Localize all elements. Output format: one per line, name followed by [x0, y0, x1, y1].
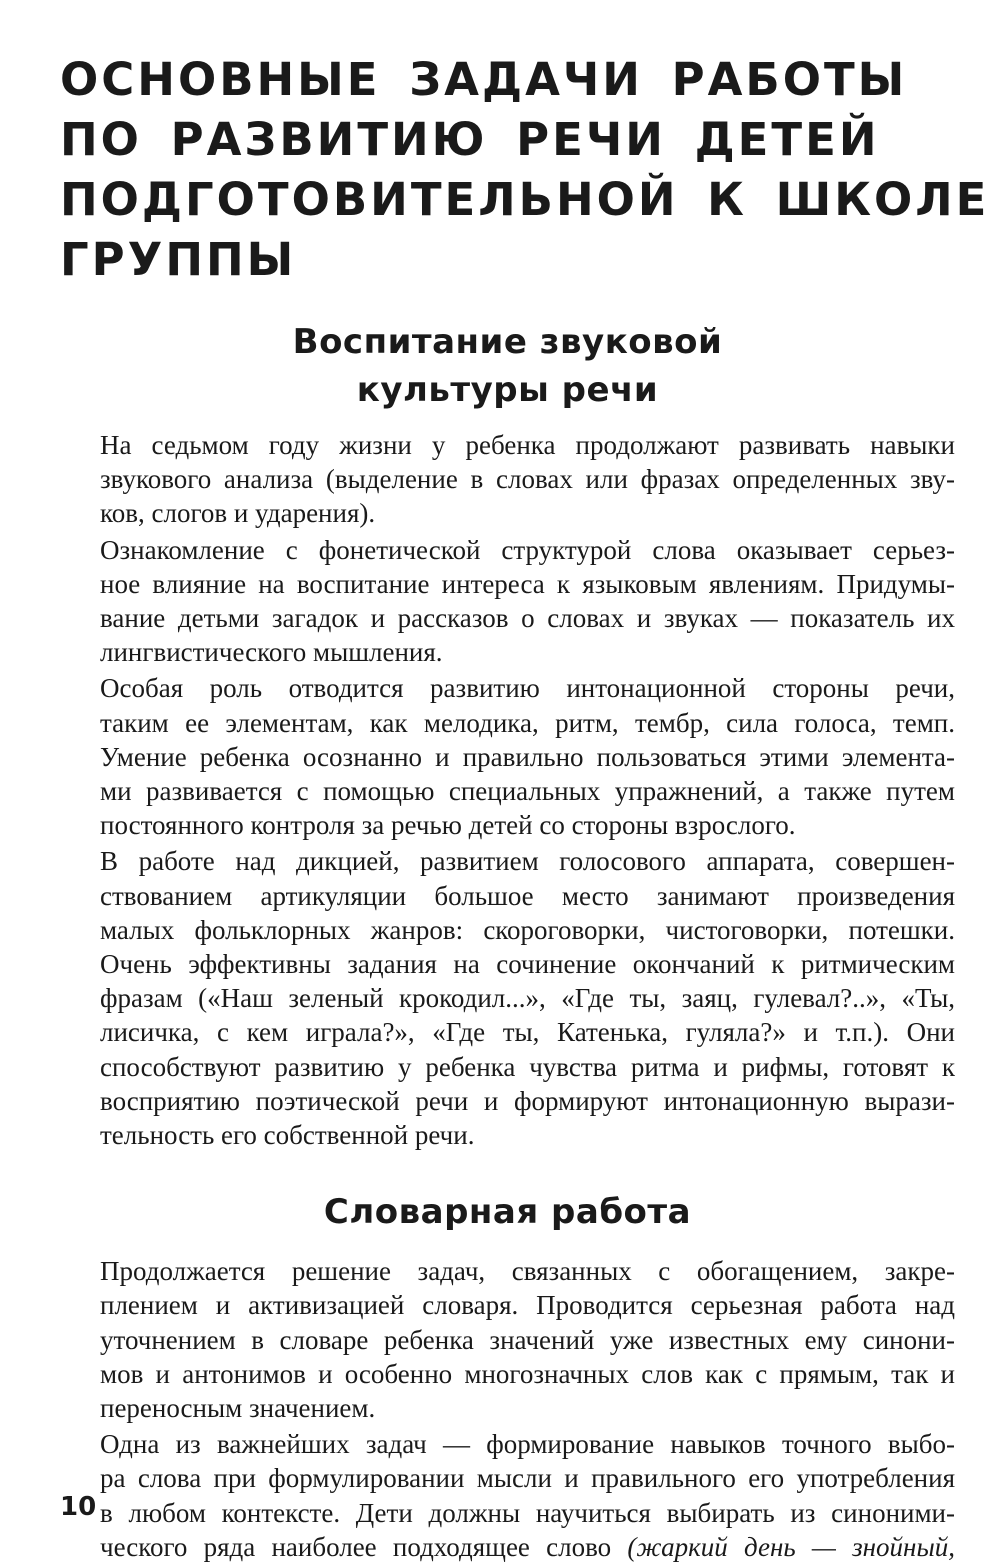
- text-line: Очень эффективны задания на сочинение окончаний к ритмическим: [100, 949, 955, 980]
- section-heading-line: культуры речи: [356, 370, 659, 410]
- text-line: Одна из важнейших задач — формирование навыков точного выбо-: [100, 1429, 955, 1460]
- text-line: мов и антонимов и особенно многозначных слов как с прямым, так и: [100, 1358, 955, 1389]
- paragraph: [60, 533, 955, 670]
- section-heading-vocabulary: [60, 1188, 955, 1236]
- text-line: переносным значением.: [100, 1393, 376, 1424]
- text-line: Продолжается решение задач, связанных с обогащением, закре-: [100, 1256, 955, 1287]
- text-line: уточнением в словаре ребенка значений уже известных ему синони-: [100, 1324, 955, 1355]
- text-line: тельность его собственной речи.: [100, 1120, 475, 1151]
- text-line: ми развивается с помощью специальных упражнений, а также путем: [100, 776, 955, 807]
- text-fragment: ческого ряда наиболее подходящее слово: [100, 1531, 628, 1562]
- chapter-title-line: ПО РАЗВИТИЮ РЕЧИ ДЕТЕЙ: [60, 113, 880, 166]
- section-heading-line: Словарная работа: [323, 1192, 692, 1233]
- paragraph: [60, 671, 955, 842]
- text-line: плением и активизацией словаря. Проводится серьезная работа над: [100, 1290, 955, 1321]
- chapter-title-line: ГРУППЫ: [60, 233, 297, 286]
- paragraph: [60, 428, 955, 531]
- chapter-title-line: ПОДГОТОВИТЕЛЬНОЙ К ШКОЛЕ: [60, 173, 990, 226]
- section-heading-line: Воспитание звуковой: [292, 322, 723, 362]
- text-line: ков, слогов и ударения).: [100, 498, 376, 529]
- text-line: звукового анализа (выделение в словах или фразах определенных зву-: [100, 464, 955, 495]
- chapter-title-line: ОСНОВНЫЕ ЗАДАЧИ РАБОТЫ: [60, 53, 908, 106]
- text-line: Особая роль отводится развитию интонационной стороны речи,: [100, 673, 955, 704]
- text-line: вание детьми загадок и рассказов о словах и звуках — показатель их: [100, 603, 955, 634]
- text-line: лингвистического мышления.: [100, 637, 443, 668]
- text-line: [60, 1530, 955, 1564]
- text-line: фразам («Наш зеленый крокодил...», «Где ты, заяц, гулевал?..», «Ты,: [100, 983, 955, 1014]
- italic-example: (жаркий день — знойный,: [627, 1531, 955, 1562]
- text-line: способствуют развитию у ребенка чувства ритма и рифмы, готовят к: [100, 1051, 955, 1082]
- text-line: В работе над дикцией, развитием голосового аппарата, совершен-: [100, 846, 955, 877]
- text-line: Ознакомление с фонетической структурой слова оказывает серьез-: [100, 534, 955, 565]
- text-line: постоянного контроля за речью детей со стороны взрослого.: [100, 810, 796, 841]
- text-line: в любом контексте. Дети должны научиться выбирать из синоними-: [100, 1497, 955, 1528]
- paragraph: [60, 1427, 955, 1564]
- text-line: ра слова при формулировании мысли и правильного его употребления: [100, 1463, 955, 1494]
- paragraph: [60, 844, 955, 1152]
- section-heading-sound-culture: [60, 318, 955, 414]
- chapter-title: [60, 50, 990, 290]
- paragraph: [60, 1254, 955, 1425]
- text-line: На седьмом году жизни у ребенка продолжают развивать навыки: [100, 430, 955, 460]
- text-line: восприятию поэтической речи и формируют интонационную вырази-: [100, 1085, 955, 1116]
- page-body: [60, 50, 990, 1566]
- page-number: 10: [60, 1492, 97, 1522]
- text-line: лисичка, с кем играла?», «Где ты, Катенька, гуляла?» и т.п.). Они: [100, 1017, 955, 1048]
- text-line: ствованием артикуляции большое место занимают произведения: [100, 880, 955, 911]
- text-line: ное влияние на воспитание интереса к языковым явлениям. Придумы-: [100, 568, 955, 599]
- text-line: Умение ребенка осознанно и правильно пользоваться этими элемента-: [100, 741, 955, 772]
- text-line: малых фольклорных жанров: скороговорки, чистоговорки, потешки.: [100, 914, 955, 945]
- text-line: таким ее элементам, как мелодика, ритм, тембр, сила голоса, темп.: [100, 707, 955, 738]
